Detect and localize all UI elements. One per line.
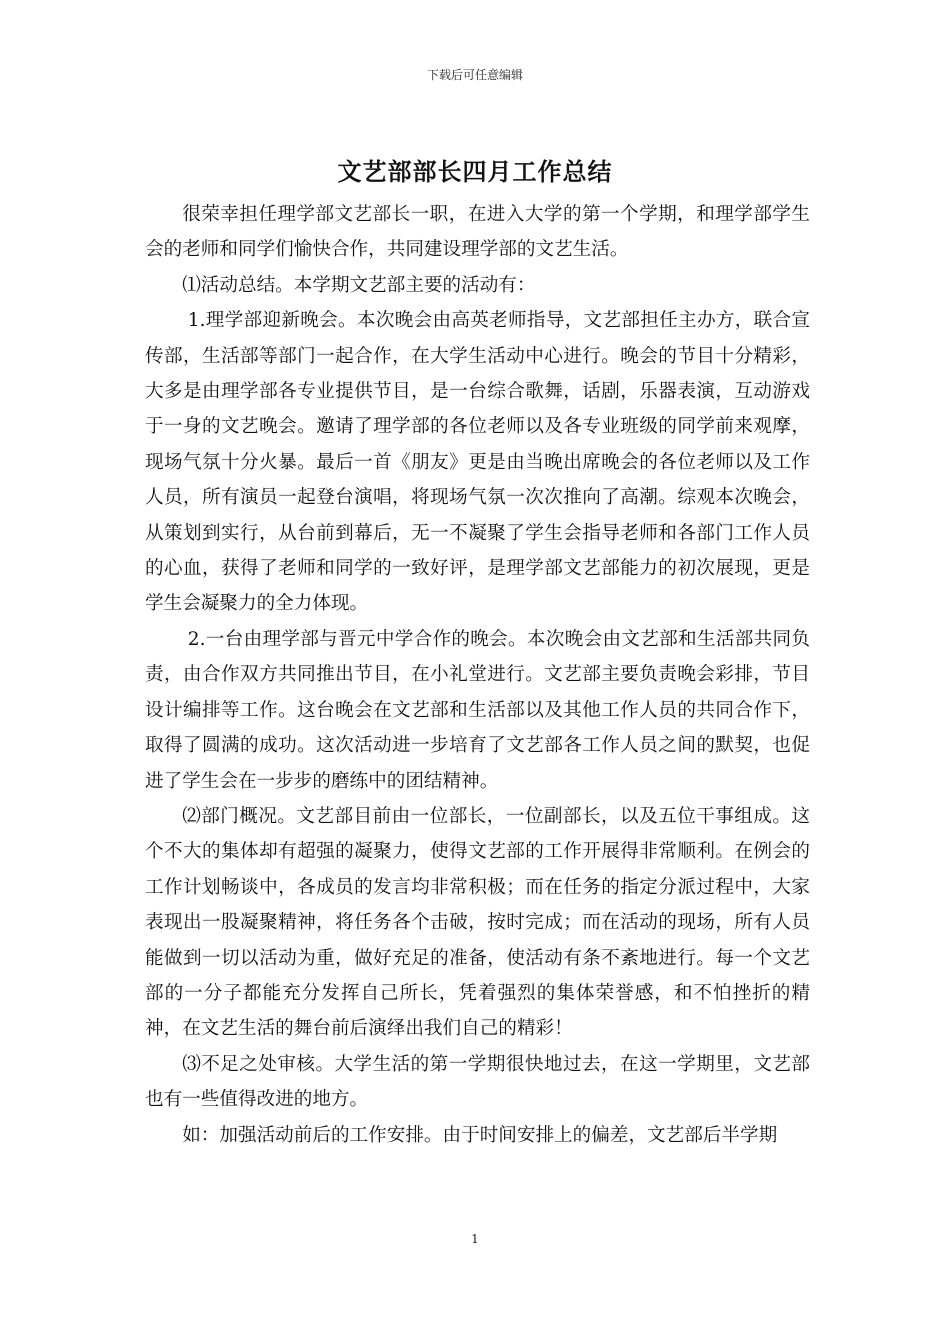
paragraph-item-2: 2.一台由理学部与晋元中学合作的晚会。本次晚会由文艺部和生活部共同负责，由合作双方共同推出节目，在小礼堂进行。文艺部主要负责晚会彩排，节目设计编排等工作。这台晚会在文艺部和生活部以及其他工作人员的共同合作下，取得了圆满的成功。这次活动进一步培育了文艺部各工作人员之间的默契，也促进了学生会在一步步的磨练中的团结精神。: [145, 628, 810, 792]
paragraph-item-1: 1.理学部迎新晚会。本次晚会由高英老师指导，文艺部担任主办方，联合宣传部，生活部等部门一起合作，在大学生活动中心进行。晚会的节目十分精彩，大多是由理学部各专业提供节目，是一台综合歌舞，话剧，乐器表演，互动游戏于一身的文艺晚会。邀请了理学部的各位老师以及各专业班级的同学前来观摩，现场气氛十分火暴。最后一首《朋友》更是由当晚出席晚会的各位老师以及工作人员，所有演员一起登台演唱，将现场气氛一次次推向了高潮。综观本次晚会，从策划到实行，从台前到幕后，无一不凝聚了学生会指导老师和各部门工作人员的心血，获得了老师和同学的一致好评，是理学部文艺部能力的初次展现，更是学生会凝聚力的全力体现。: [145, 310, 810, 615]
page-number: 1: [471, 1232, 479, 1246]
paragraph-example: 如：加强活动前后的工作安排。由于时间安排上的偏差，文艺部后半学期: [182, 1124, 778, 1146]
document-body: [145, 197, 810, 1153]
paragraph-intro: 很荣幸担任理学部文艺部长一职，在进入大学的第一个学期，和理学部学生会的老师和同学们愉快合作，共同建设理学部的文艺生活。: [145, 204, 810, 261]
paragraph-department-overview: ⑵部门概况。文艺部目前由一位部长，一位副部长，以及五位干事组成。这个不大的集体却有超强的凝聚力，使得文艺部的工作开展得非常顺利。在例会的工作计划畅谈中，各成员的发言均非常积极；而在任务的指定分派过程中，大家表现出一股凝聚精神，将任务各个击破，按时完成；而在活动的现场，所有人员能做到一切以活动为重，做好充足的准备，使活动有条不紊地进行。每一个文艺部的一分子都能充分发挥自己所长，凭着强烈的集体荣誉感，和不怕挫折的精神，在文艺生活的舞台前后演绎出我们自己的精彩！: [145, 805, 810, 1040]
document-title: 文艺部部长四月工作总结: [337, 157, 613, 186]
page-header: 下载后可任意编辑: [426, 68, 523, 82]
paragraph-activity-summary: ⑴活动总结。本学期文艺部主要的活动有：: [182, 274, 536, 296]
paragraph-shortcomings: ⑶不足之处审核。大学生活的第一学期很快地过去，在这一学期里，文艺部也有一些值得改进的地方。: [145, 1053, 810, 1111]
